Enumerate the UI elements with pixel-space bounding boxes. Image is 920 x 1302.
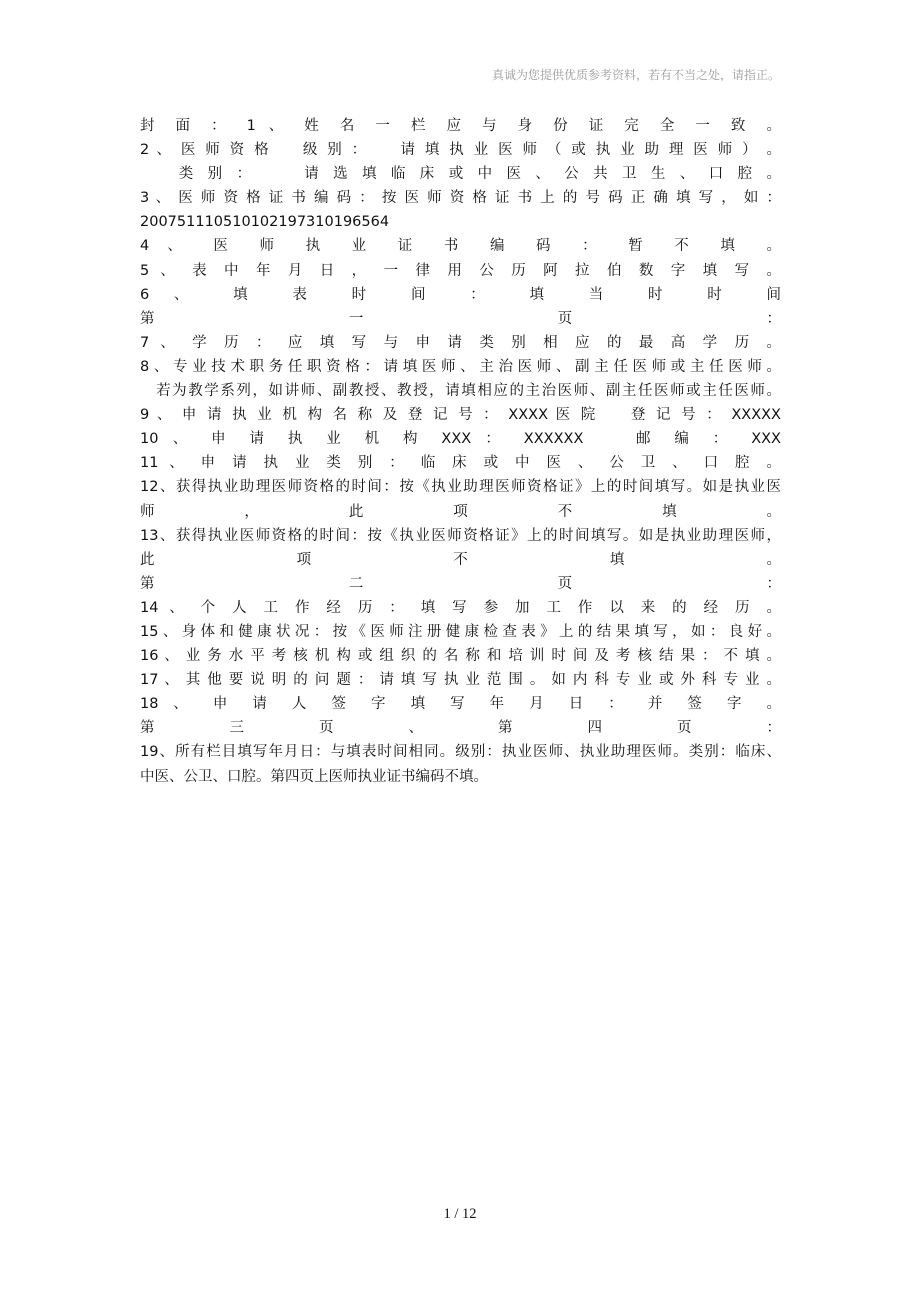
text-line: 10 、 申 请 执 业 机 构 XXX ： XXXXXX 邮 编 ： XXX (140, 431, 781, 448)
text-line: 中医、公卫、口腔。第四页上医师执业证书编码不填。 (140, 768, 488, 785)
text-line: 12、获得执业助理医师资格的时间：按《执业助理医师资格证》上的时间填写。如是执业医 (140, 479, 781, 496)
text-line: 16 、 业 务 水 平 考 核 机 构 或 组 织 的 名 称 和 培 训 时 间 及 考 核 结 果 ： 不 填 。 (140, 648, 781, 665)
text-line: 若为教学系列，如讲师、副教授、教授，请填相应的主治医师、副主任医师或主任医师。 (140, 383, 781, 400)
page-number: 1 / 12 (443, 1206, 477, 1222)
text-line: 19、所有栏目填写年月日：与填表时间相同。级别：执业医师、执业助理医师。类别：临床、 (140, 744, 781, 761)
text-line: 13、获得执业医师资格的时间：按《执业医师资格证》上的时间填写。如是执业助理医师， (140, 527, 781, 544)
text-line: 封 面 ： 1 、 姓 名 一 栏 应 与 身 份 证 完 全 一 致 。 (140, 118, 781, 134)
text-line: 此 项 不 填 。 (140, 551, 781, 568)
text-line: 2 、 医 师 资 格 级 别 ： 请 填 执 业 医 师 （ 或 执 业 助 理 医 师 ） 。 (140, 142, 781, 159)
text-line: 17 、 其 他 要 说 明 的 问 题 ： 请 填 写 执 业 范 围 。 如 内 科 专 业 或 外 科 专 业 。 (140, 672, 781, 689)
text-line: 200751110510102197310196564 (140, 214, 390, 231)
text-line: 6 、 填 表 时 间 ： 填 当 时 时 间 (140, 286, 781, 303)
text-line: 9 、 申 请 执 业 机 构 名 称 及 登 记 号 ： XXXX 医 院 登 记 号 ： XXXXX (140, 407, 781, 424)
text-line: 14 、 个 人 工 作 经 历 ： 填 写 参 加 工 作 以 来 的 经 历 。 (140, 599, 781, 616)
text-line: 18 、 申 请 人 签 字 填 写 年 月 日 ： 并 签 字 。 (140, 696, 781, 713)
text-line: 类 别 ： 请 选 填 临 床 或 中 医 、 公 共 卫 生 、 口 腔 。 (140, 166, 781, 183)
text-line: 8、专业技术职务任职资格：请填医师、主治医师、副主任医师或主任医师。 (140, 358, 781, 375)
text-line: 第 一 页 ： (140, 310, 781, 327)
text-line: 师 ， 此 项 不 填 。 (140, 503, 781, 520)
document-body (140, 114, 781, 789)
text-line: 3 、 医 师 资 格 证 书 编 码 ： 按 医 师 资 格 证 书 上 的 号 码 正 确 填 写 ， 如 ： (140, 190, 781, 207)
text-line: 15、身体和健康状况：按《医师注册健康检查表》上的结果填写，如：良好。 (140, 623, 781, 640)
text-line: 5 、 表 中 年 月 日 ， 一 律 用 公 历 阿 拉 伯 数 字 填 写 。 (140, 262, 781, 279)
text-line: 第 二 页 ： (140, 575, 781, 592)
text-line: 11 、 申 请 执 业 类 别 ： 临 床 或 中 医 、 公 卫 、 口 腔 。 (140, 455, 781, 472)
text-line: 第 三 页 、 第 四 页 ： (140, 720, 781, 737)
text-line: 4 、 医 师 执 业 证 书 编 码 ： 暂 不 填 。 (140, 238, 781, 255)
text-line: 7 、 学 历 ： 应 填 写 与 申 请 类 别 相 应 的 最 高 学 历 。 (140, 334, 781, 351)
header-note: 真诚为您提供优质参考资料，若有不当之处，请指正。 (491, 68, 780, 82)
